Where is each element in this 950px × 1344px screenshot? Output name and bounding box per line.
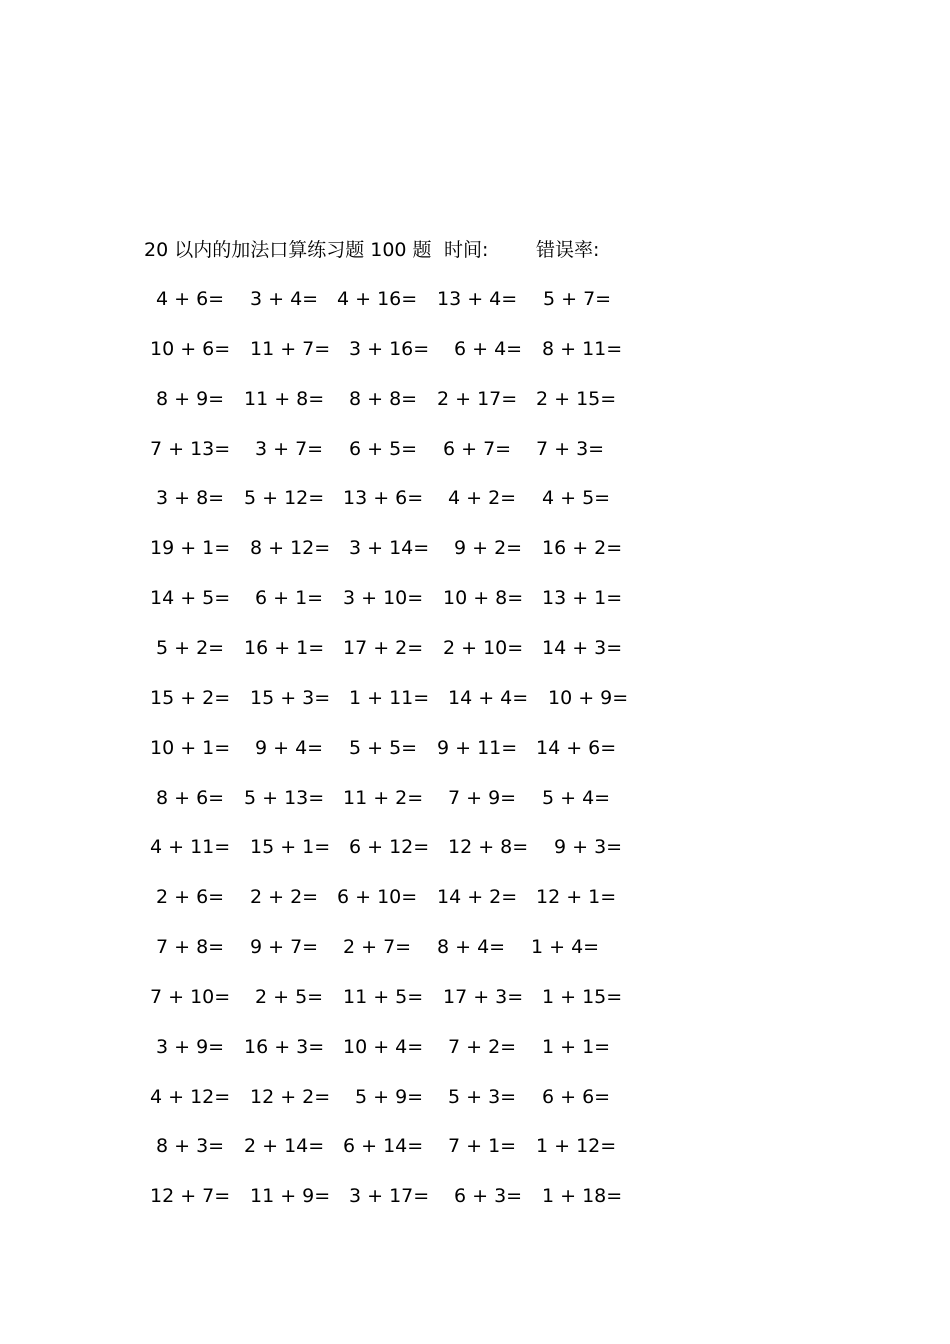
problem-item: 2 + 2=	[250, 886, 319, 908]
problem-item: 16 + 3=	[244, 1036, 325, 1058]
problem-item: 8 + 11=	[542, 338, 623, 360]
problem-item: 11 + 2=	[343, 787, 424, 809]
problem-item: 10 + 8=	[443, 587, 524, 609]
time-label: 时间:	[444, 239, 489, 261]
problem-item: 6 + 10=	[337, 886, 418, 908]
problem-item: 8 + 6=	[156, 787, 225, 809]
problem-item: 9 + 7=	[250, 936, 319, 958]
problem-item: 11 + 8=	[244, 388, 325, 410]
problem-item: 3 + 10=	[343, 587, 424, 609]
problem-item: 12 + 2=	[250, 1086, 331, 1108]
problem-item: 4 + 6=	[156, 288, 225, 310]
problem-item: 7 + 13=	[150, 438, 231, 460]
problem-item: 9 + 11=	[437, 737, 518, 759]
problem-item: 4 + 2=	[448, 487, 517, 509]
problem-item: 2 + 15=	[536, 388, 617, 410]
problem-item: 6 + 14=	[343, 1135, 424, 1157]
problem-item: 17 + 2=	[343, 637, 424, 659]
problem-item: 8 + 9=	[156, 388, 225, 410]
problem-item: 7 + 8=	[156, 936, 225, 958]
problem-item: 4 + 11=	[150, 836, 231, 858]
problem-item: 13 + 6=	[343, 487, 424, 509]
problem-item: 3 + 16=	[349, 338, 430, 360]
problem-item: 15 + 2=	[150, 687, 231, 709]
problem-item: 19 + 1=	[150, 537, 231, 559]
problem-item: 3 + 17=	[349, 1185, 430, 1207]
problem-item: 3 + 9=	[156, 1036, 225, 1058]
problem-item: 6 + 5=	[349, 438, 418, 460]
problem-item: 9 + 4=	[255, 737, 324, 759]
problem-item: 5 + 13=	[244, 787, 325, 809]
problem-item: 1 + 1=	[542, 1036, 611, 1058]
problem-item: 2 + 14=	[244, 1135, 325, 1157]
problem-item: 5 + 9=	[355, 1086, 424, 1108]
problem-item: 4 + 5=	[542, 487, 611, 509]
problem-item: 5 + 2=	[156, 637, 225, 659]
problem-item: 8 + 3=	[156, 1135, 225, 1157]
problem-item: 4 + 16=	[337, 288, 418, 310]
problem-item: 8 + 4=	[437, 936, 506, 958]
problem-item: 14 + 6=	[536, 737, 617, 759]
problem-item: 5 + 5=	[349, 737, 418, 759]
problem-item: 2 + 17=	[437, 388, 518, 410]
problem-item: 10 + 6=	[150, 338, 231, 360]
problem-item: 7 + 1=	[448, 1135, 517, 1157]
problem-item: 14 + 4=	[448, 687, 529, 709]
problem-item: 1 + 4=	[531, 936, 600, 958]
problem-item: 11 + 7=	[250, 338, 331, 360]
problem-item: 6 + 4=	[454, 338, 523, 360]
problem-item: 12 + 1=	[536, 886, 617, 908]
problem-item: 8 + 12=	[250, 537, 331, 559]
problem-item: 6 + 3=	[454, 1185, 523, 1207]
problem-item: 8 + 8=	[349, 388, 418, 410]
problem-item: 2 + 7=	[343, 936, 412, 958]
problem-item: 15 + 1=	[250, 836, 331, 858]
problem-item: 1 + 12=	[536, 1135, 617, 1157]
problem-item: 14 + 5=	[150, 587, 231, 609]
problem-item: 13 + 1=	[542, 587, 623, 609]
problem-item: 10 + 9=	[548, 687, 629, 709]
problem-item: 6 + 7=	[443, 438, 512, 460]
problem-item: 7 + 3=	[536, 438, 605, 460]
problem-item: 13 + 4=	[437, 288, 518, 310]
problem-item: 12 + 7=	[150, 1185, 231, 1207]
problem-item: 1 + 15=	[542, 986, 623, 1008]
problem-item: 16 + 1=	[244, 637, 325, 659]
problem-item: 5 + 4=	[542, 787, 611, 809]
problem-item: 6 + 12=	[349, 836, 430, 858]
problem-item: 1 + 18=	[542, 1185, 623, 1207]
problem-item: 14 + 3=	[542, 637, 623, 659]
problem-item: 5 + 7=	[543, 288, 612, 310]
problem-item: 4 + 12=	[150, 1086, 231, 1108]
problem-item: 9 + 3=	[554, 836, 623, 858]
problem-item: 15 + 3=	[250, 687, 331, 709]
problem-item: 5 + 3=	[448, 1086, 517, 1108]
problem-item: 10 + 1=	[150, 737, 231, 759]
problem-item: 9 + 2=	[454, 537, 523, 559]
problem-item: 2 + 5=	[255, 986, 324, 1008]
problem-item: 16 + 2=	[542, 537, 623, 559]
problem-item: 2 + 10=	[443, 637, 524, 659]
problem-item: 3 + 4=	[250, 288, 319, 310]
problem-item: 5 + 12=	[244, 487, 325, 509]
error-rate-label: 错误率:	[536, 239, 600, 261]
problem-item: 2 + 6=	[156, 886, 225, 908]
problem-item: 14 + 2=	[437, 886, 518, 908]
problem-item: 7 + 2=	[448, 1036, 517, 1058]
problem-item: 1 + 11=	[349, 687, 430, 709]
problem-item: 6 + 6=	[542, 1086, 611, 1108]
problem-item: 7 + 9=	[448, 787, 517, 809]
problem-item: 12 + 8=	[448, 836, 529, 858]
problem-item: 7 + 10=	[150, 986, 231, 1008]
problem-item: 6 + 1=	[255, 587, 324, 609]
problem-item: 3 + 8=	[156, 487, 225, 509]
problem-item: 3 + 14=	[349, 537, 430, 559]
problem-item: 17 + 3=	[443, 986, 524, 1008]
problem-item: 11 + 9=	[250, 1185, 331, 1207]
problem-item: 10 + 4=	[343, 1036, 424, 1058]
worksheet-title: 20 以内的加法口算练习题 100 题	[144, 239, 432, 261]
problem-item: 11 + 5=	[343, 986, 424, 1008]
problem-item: 3 + 7=	[255, 438, 324, 460]
